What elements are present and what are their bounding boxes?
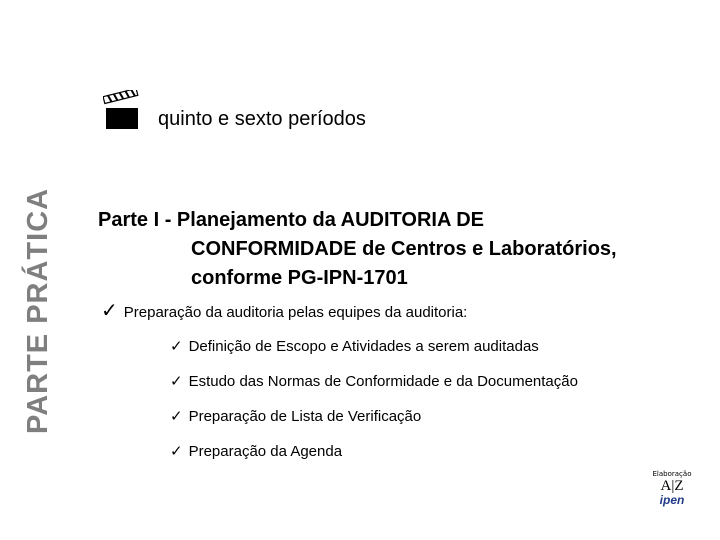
check-icon: ✓	[170, 373, 183, 390]
logo-brand: ipen	[659, 493, 685, 507]
check-icon: ✓	[170, 408, 183, 425]
list-item	[170, 374, 578, 390]
list-item-label: Preparação de Lista de Verificação	[188, 408, 422, 425]
section-heading: quinto e sexto períodos	[158, 108, 366, 130]
parte-title	[98, 206, 617, 293]
main-item-label: Preparação da auditoria pelas equipes da auditoria:	[123, 304, 468, 321]
ipen-logo	[649, 470, 695, 526]
list-item	[170, 339, 578, 355]
list-item-label: Estudo das Normas de Conformidade e da Documentação	[188, 373, 578, 390]
side-title: PARTE PRÁTICA	[22, 187, 54, 434]
check-icon: ✓	[170, 443, 183, 460]
logo-caption: Elaboração	[652, 470, 692, 478]
check-icon: ✓	[101, 300, 118, 322]
list-item-label: Definição de Escopo e Atividades a serem auditadas	[188, 338, 539, 355]
clapperboard-icon	[103, 90, 141, 130]
sub-item-list	[170, 339, 578, 479]
check-icon: ✓	[170, 338, 183, 355]
parte-title-line-1: Parte I - Planejamento da AUDITORIA DE	[98, 209, 485, 231]
main-item	[101, 298, 467, 323]
parte-title-line-3: conforme PG-IPN-1701	[191, 267, 408, 289]
list-item	[170, 444, 578, 460]
logo-letters: A|Z	[660, 478, 684, 494]
list-item-label: Preparação da Agenda	[188, 443, 343, 460]
list-item	[170, 409, 578, 425]
parte-title-line-2: CONFORMIDADE de Centros e Laboratórios,	[191, 238, 617, 260]
